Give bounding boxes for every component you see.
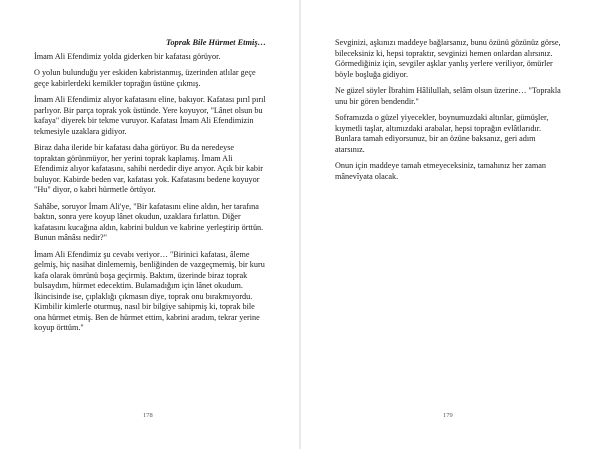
- page-number: 178: [143, 412, 153, 419]
- paragraph: İmam Ali Efendimiz şu cevabı veriyor… "Birinici kafatası, âleme gelmiş, hiç nasihat dinlememiş, benliğinden de vazgeçmemiş, bir kuru kafa olarak ömrünü boşa geçirmiş. Baktım, üzerinde biraz toprak bulsaydım, hürmet edecektim. Bulamadığım için lânet okudum. İkincisinde ise, çıplaklığı çıkmasın diye, toprak onu bırakmıyordu. Kimbilir kimlerle oturmuş, nasıl bir bilgiye sahipmiş ki, toprak bile ona hürmet etmiş. Ben de hürmet ettim, kabrini aradım, tekrar yerine koyup örttüm.": [34, 249, 265, 332]
- paragraph: Ne güzel söyler İbrahim Hâlilullah, selâm olsun üzerine… "Toprakla unu bir gören bendendir.": [335, 86, 561, 106]
- paragraph: İmam Ali Efendimiz alıyor kafatasını eline, bakıyor. Kafatası pırıl pırıl parlıyor. Bir parça toprak yok üstünde. Yere koyuyor, "Lânet olsun bu kafaya" diyerek bir tekme vuruyor. Kafatası İmam Ali Efendimizin tekmesiyle uzaklara gidiyor.: [34, 95, 266, 136]
- paragraph: Sahâbe, soruyor İmam Ali'ye, "Bir kafatasını eline aldın, her tarafına baktın, sonra yere koyup lânet okudun, uzaklara fırlattın. Diğer kafatasını kucağına aldın, kabrini buldun ve kabrine yerleştirip örttün. Bunun mânâsı nedir?": [34, 201, 264, 242]
- left-text-column: [34, 38, 266, 340]
- paragraph: Sevginizi, aşkınızı maddeye bağlarsanız, bunu özünü gözünüz görse, bileceksiniz ki, hepsi topraktır, sevginizi hemen onlardan alırsınız. Görmediğiniz için, sevgiler aşklar yanlış yerlere veriliyor, ömürler böyle boşluğa gidiyor.: [335, 38, 561, 79]
- section-heading: Toprak Bile Hürmet Etmiş…: [166, 38, 266, 47]
- right-text-column: [335, 38, 567, 188]
- page-number: 179: [443, 412, 453, 419]
- paragraph: O yolun bulunduğu yer eskiden kabristanmış, üzerinden atlılar geçe geçe kabirlerdeki kemikler toprağın üstüne çıkmış.: [34, 68, 256, 88]
- right-page: [300, 0, 600, 449]
- paragraph: Biraz daha ileride bir kafatası daha görüyor. Bu da neredeyse topraktan görünmüyor, her yerini toprak kaplamış. İmam Ali Efendimiz alıyor kafatasını, sahibi nerdedir diye arıyor. Açık bir kabir buluyor. Kabirde beden var, kafatası yok. Kafatasını bedene koyuyor "Hu" diyor, o kabri hürmetle örtüyor.: [34, 143, 263, 194]
- paragraph: Onun için maddeye tamah etmeyeceksiniz, tamahınız her zaman mânevîyata olacak.: [335, 161, 546, 181]
- paragraph: İmam Ali Efendimiz yolda giderken bir kafatası görüyor.: [34, 51, 221, 61]
- paragraph: Soframızda o güzel yiyecekler, boynumuzdaki altınlar, gümüşler, kıymetli taşlar, altımızdaki arabalar, hepsi toprağın evlâtlarıdır. Bunlara tamah ediyorsunuz, bir an özüne baksanız, geri adım atarsınız.: [335, 113, 549, 154]
